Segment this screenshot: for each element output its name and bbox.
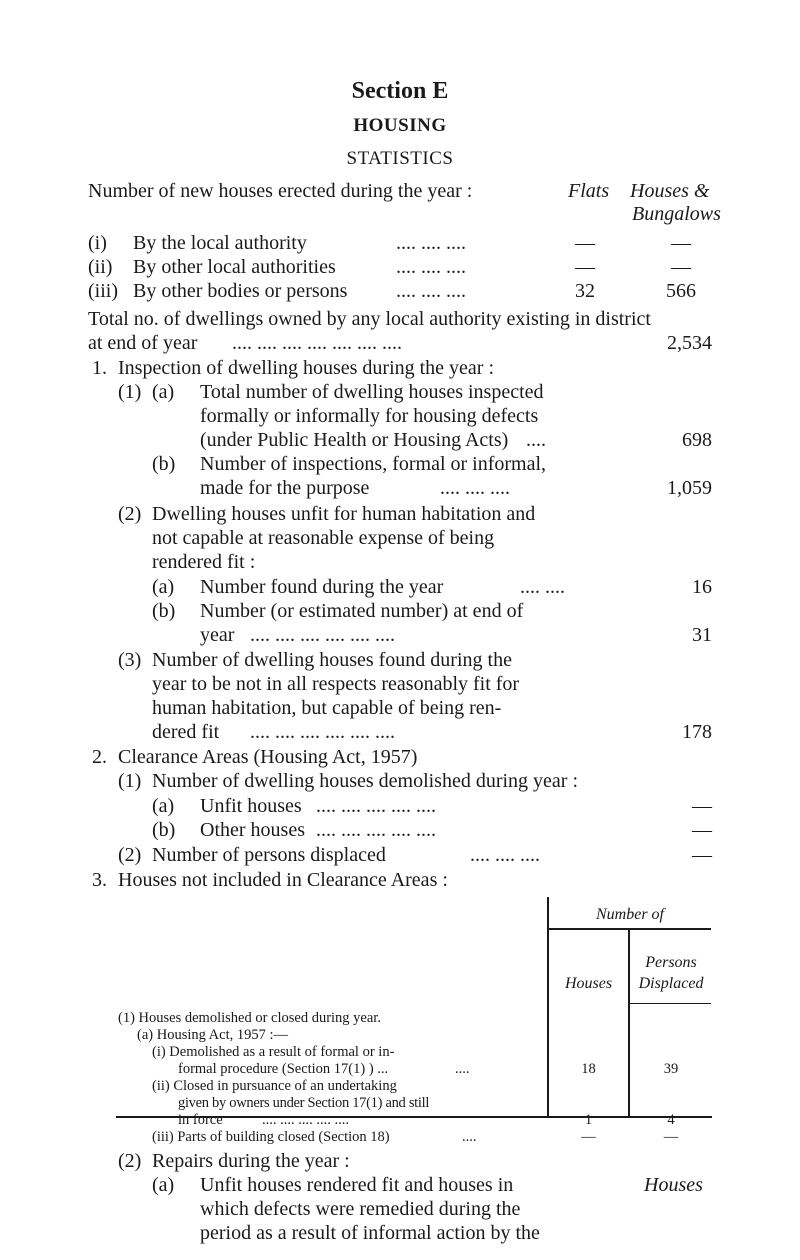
row-label: By other bodies or persons xyxy=(133,280,348,302)
p2a-line: Number found during the year xyxy=(200,576,444,598)
total-value: 2,534 xyxy=(667,332,712,354)
c2-num: (2) xyxy=(118,844,142,866)
p3-line: dered fit xyxy=(152,721,220,743)
col-houses-2: Bungalows xyxy=(632,203,721,225)
c1-num: (1) xyxy=(118,770,142,792)
c1a-dots: .... .... .... .... .... xyxy=(316,795,436,817)
clearance-heading: Clearance Areas (Housing Act, 1957) xyxy=(118,746,418,768)
c2-label: Number of persons displaced xyxy=(152,844,386,866)
cell-houses: — xyxy=(581,1129,596,1145)
row-dots: .... .... .... xyxy=(396,232,466,254)
table-divider xyxy=(547,897,549,1117)
c1b-num: (b) xyxy=(152,819,176,841)
header-number-of: Number of xyxy=(596,906,664,923)
p2-line: rendered fit : xyxy=(152,551,256,573)
row-dots: .... .... .... xyxy=(396,280,466,302)
p1a-line: Total number of dwelling houses inspected xyxy=(200,381,544,403)
c1a-num: (a) xyxy=(152,795,175,817)
total-dots: .... .... .... .... .... .... .... xyxy=(232,332,402,354)
header-displaced: Displaced xyxy=(638,975,704,992)
inspection-num: 1. xyxy=(92,357,107,379)
c1b-dots: .... .... .... .... .... xyxy=(316,819,436,841)
p2-num: (2) xyxy=(118,503,142,525)
table-row-label: given by owners under Section 17(1) and still xyxy=(178,1095,430,1111)
row-flats: 32 xyxy=(575,280,595,302)
p2b-line: year xyxy=(200,624,235,646)
cell-persons: 39 xyxy=(663,1061,679,1077)
table-row-label: (i) Demolished as a result of formal or in- xyxy=(152,1044,395,1060)
p1b-num: (b) xyxy=(152,453,176,475)
p1b-dots: .... .... .... xyxy=(440,477,510,499)
table-row-label: formal procedure (Section 17(1) ) ... xyxy=(178,1061,389,1077)
cell-houses: 18 xyxy=(581,1061,596,1077)
repairs-line: Unfit houses rendered fit and houses in xyxy=(200,1174,514,1196)
header-houses: Houses xyxy=(564,975,613,992)
total-line-2: at end of year xyxy=(88,332,198,354)
table-row-dots: .... .... .... .... .... xyxy=(262,1112,349,1128)
repairs-heading: Repairs during the year : xyxy=(152,1150,350,1172)
c1-line: Number of dwelling houses demolished during year : xyxy=(152,770,579,792)
p3-line: human habitation, but capable of being ren- xyxy=(152,697,502,719)
repairs-num: (2) xyxy=(118,1150,142,1172)
repairs-a-num: (a) xyxy=(152,1174,175,1196)
cell-persons: — xyxy=(663,1129,679,1145)
row-dots: .... .... .... xyxy=(396,256,466,278)
row-label: By the local authority xyxy=(133,232,307,254)
p2b-line: Number (or estimated number) at end of xyxy=(200,600,524,622)
p2-line: Dwelling houses unfit for human habitation and xyxy=(152,503,536,525)
p1-num: (1) xyxy=(118,381,142,403)
table-row-label: (iii) Parts of building closed (Section 18) xyxy=(152,1129,390,1145)
p3-line: Number of dwelling houses found during the xyxy=(152,649,512,671)
table-row-dots: .... xyxy=(462,1129,477,1145)
p1a-line: (under Public Health or Housing Acts) xyxy=(200,429,509,451)
row-num: (i) xyxy=(88,232,107,254)
not-included-heading: Houses not included in Clearance Areas : xyxy=(118,869,448,891)
col-houses-1: Houses & xyxy=(630,180,710,202)
cell-houses: 1 xyxy=(584,1112,593,1128)
row-flats: — xyxy=(575,256,595,278)
c2-value: — xyxy=(692,844,712,866)
table-row-dots: .... xyxy=(455,1061,470,1077)
table-row-label: (a) Housing Act, 1957 :— xyxy=(137,1027,289,1043)
p2a-num: (a) xyxy=(152,576,175,598)
new-houses-intro: Number of new houses erected during the year : xyxy=(88,180,473,202)
section-heading: Section E xyxy=(351,78,449,104)
cell-persons: 4 xyxy=(667,1112,675,1128)
p2b-value: 31 xyxy=(692,624,712,646)
row-houses: — xyxy=(671,232,691,254)
p1b-value: 1,059 xyxy=(667,477,712,499)
p1a-value: 698 xyxy=(682,429,712,451)
row-flats: — xyxy=(575,232,595,254)
p3-num: (3) xyxy=(118,649,142,671)
table-row-label: (ii) Closed in pursuance of an undertaking xyxy=(152,1078,397,1094)
row-num: (iii) xyxy=(88,280,118,302)
p1a-num: (a) xyxy=(152,381,175,403)
c2-dots: .... .... .... xyxy=(470,844,540,866)
c1b-value: — xyxy=(692,819,712,841)
c1b-label: Other houses xyxy=(200,819,305,841)
c1a-label: Unfit houses xyxy=(200,795,302,817)
p2a-dots: .... .... xyxy=(520,576,565,598)
c1a-value: — xyxy=(692,795,712,817)
table-rule xyxy=(630,1003,711,1004)
inspection-heading: Inspection of dwelling houses during the year : xyxy=(118,357,495,379)
row-label: By other local authorities xyxy=(133,256,336,278)
p2b-dots: .... .... .... .... .... .... xyxy=(250,624,395,646)
repairs-line: period as a result of informal action by the xyxy=(200,1222,540,1244)
total-line-1: Total no. of dwellings owned by any local authority existing in district xyxy=(88,308,651,330)
row-houses: 566 xyxy=(666,280,696,302)
repairs-line: which defects were remedied during the xyxy=(200,1198,521,1220)
row-houses: — xyxy=(671,256,691,278)
p1b-line: made for the purpose xyxy=(200,477,370,499)
header-persons: Persons xyxy=(645,954,697,971)
clearance-num: 2. xyxy=(92,746,107,768)
page-subtitle: STATISTICS xyxy=(346,148,454,169)
p3-value: 178 xyxy=(682,721,712,743)
p3-line: year to be not in all respects reasonably fit for xyxy=(152,673,520,695)
not-included-num: 3. xyxy=(92,869,107,891)
table-rule xyxy=(549,928,711,930)
p1a-line: formally or informally for housing defects xyxy=(200,405,539,427)
p1b-line: Number of inspections, formal or informal, xyxy=(200,453,547,475)
p2b-num: (b) xyxy=(152,600,176,622)
table-row-label: (1) Houses demolished or closed during year. xyxy=(118,1010,381,1026)
col-flats: Flats xyxy=(568,180,610,202)
table-row-label: in force xyxy=(178,1112,223,1128)
repairs-col-houses: Houses xyxy=(644,1174,703,1196)
p1a-dots: .... xyxy=(526,429,546,451)
p3-dots: .... .... .... .... .... .... xyxy=(250,721,395,743)
row-num: (ii) xyxy=(88,256,113,278)
p2-line: not capable at reasonable expense of being xyxy=(152,527,495,549)
page-title: HOUSING xyxy=(353,115,447,136)
p2a-value: 16 xyxy=(692,576,712,598)
